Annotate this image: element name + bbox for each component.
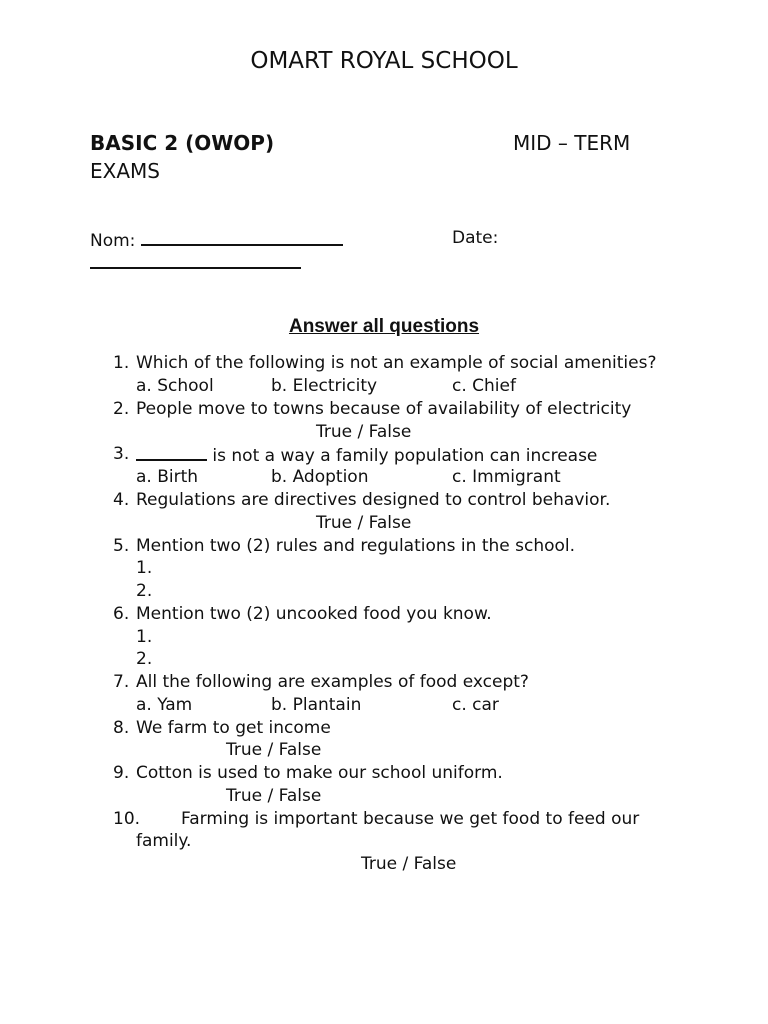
name-blank-line[interactable] [141,228,343,246]
true-false-answer: True / False [361,854,457,874]
true-false-answer: True / False [316,422,412,442]
question-text: All the following are examples of food except? [136,672,529,692]
option-a: a. Birth [136,467,199,487]
answer-blank-line[interactable] [136,444,207,461]
question-text: Cotton is used to make our school uniform. [136,763,503,783]
question-text: Regulations are directives designed to control behavior. [136,490,611,510]
true-false-answer: True / False [316,513,412,533]
date-blank-line[interactable] [90,250,301,269]
exams-label: EXAMS [90,159,160,183]
option-b: b. Plantain [271,695,362,715]
question-text-row [136,444,597,466]
question-number: 1. [113,353,130,373]
question-number: 10. [113,809,141,829]
option-a: a. School [136,376,214,396]
question-number: 9. [113,763,130,783]
true-false-answer: True / False [226,786,322,806]
instructions-heading: Answer all questions [288,316,480,337]
option-c: c. Immigrant [452,467,561,487]
option-b: b. Electricity [271,376,378,396]
question-number: 7. [113,672,130,692]
school-name: OMART ROYAL SCHOOL [250,48,518,74]
sub-item: 2. [136,581,153,601]
option-c: c. car [452,695,499,715]
question-number: 6. [113,604,130,624]
name-label: Nom: [90,231,136,251]
name-row [90,228,343,251]
term-label: MID – TERM [513,131,631,155]
question-number: 3. [113,444,130,464]
question-text: Mention two (2) uncooked food you know. [136,604,492,624]
question-number: 5. [113,536,130,556]
true-false-answer: True / False [226,740,322,760]
option-a: a. Yam [136,695,193,715]
question-text-continued: family. [136,831,192,851]
question-text: Which of the following is not an example of social amenities? [136,353,657,373]
question-text: Mention two (2) rules and regulations in the school. [136,536,576,556]
question-number: 4. [113,490,130,510]
question-text: Farming is important because we get food to feed our [181,809,640,829]
question-number: 2. [113,399,130,419]
question-text: People move to towns because of availability of electricity [136,399,632,419]
question-number: 8. [113,718,130,738]
option-b: b. Adoption [271,467,369,487]
class-label: BASIC 2 (OWOP) [90,131,275,155]
question-text: is not a way a family population can increase [207,446,598,466]
sub-item: 1. [136,558,153,578]
sub-item: 2. [136,649,153,669]
option-c: c. Chief [452,376,516,396]
date-label: Date: [452,228,499,248]
sub-item: 1. [136,627,153,647]
question-text: We farm to get income [136,718,331,738]
